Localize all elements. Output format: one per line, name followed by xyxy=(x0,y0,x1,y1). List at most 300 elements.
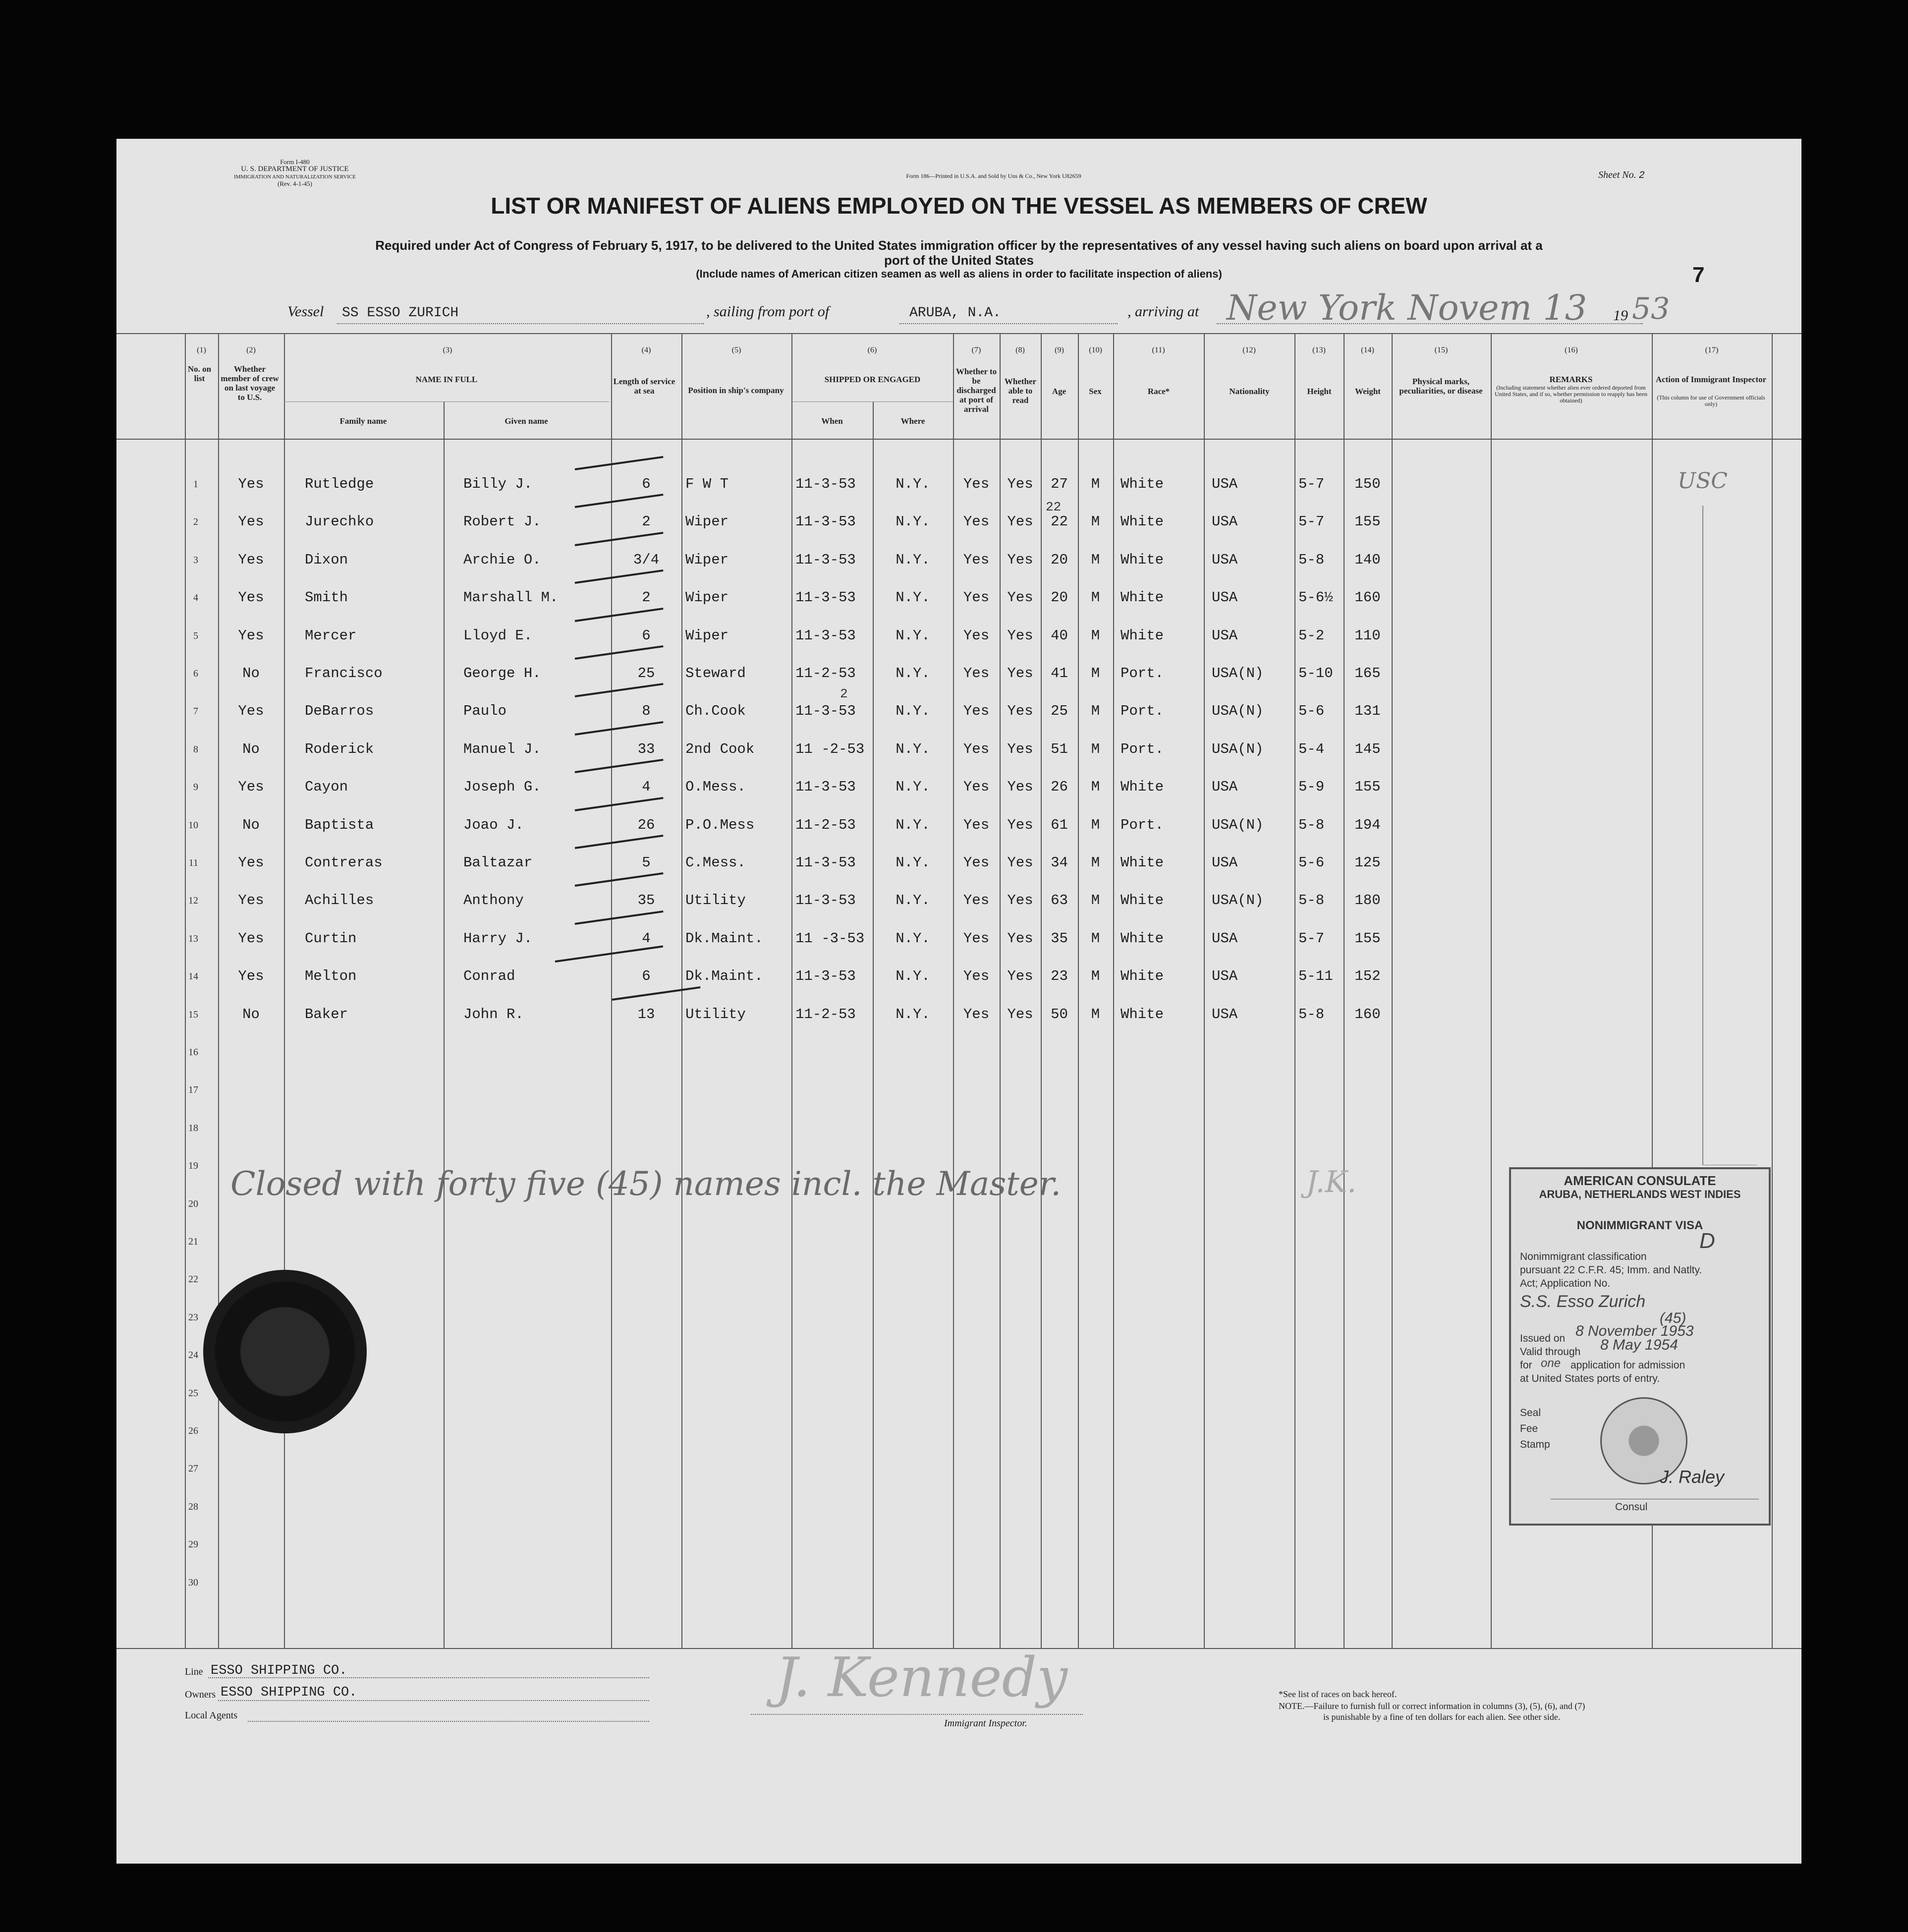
column-divider xyxy=(185,333,186,1648)
cell-dis: Yes xyxy=(963,627,990,644)
sailing-label: , sailing from port of xyxy=(706,303,830,320)
cell-ht: 5-7 xyxy=(1298,930,1325,947)
cell-giv: Joao J. xyxy=(463,816,524,833)
row-number: 9 xyxy=(193,782,198,793)
cell-m: Yes xyxy=(238,703,264,720)
ink-strike-mark xyxy=(575,569,664,584)
inspector-label: Immigrant Inspector. xyxy=(944,1718,1027,1729)
revision: (Rev. 4-1-45) xyxy=(278,180,312,187)
row-number: 12 xyxy=(188,895,198,907)
cell-where: N.Y. xyxy=(896,1006,930,1023)
cell-race: White xyxy=(1121,513,1164,530)
cell-nat: USA(N) xyxy=(1212,892,1264,909)
cell-sex: M xyxy=(1091,589,1100,606)
cell-sex: M xyxy=(1091,854,1100,871)
initials: J.K. xyxy=(1306,1165,1357,1199)
cell-ht: 5-8 xyxy=(1298,892,1325,909)
cell-wt: 155 xyxy=(1354,930,1381,947)
cell-ht: 5-10 xyxy=(1298,665,1333,682)
cell-dis: Yes xyxy=(963,779,990,796)
cell-pos: F W T xyxy=(685,476,729,492)
row-number: 17 xyxy=(188,1084,198,1096)
cell-giv: Manuel J. xyxy=(463,740,541,757)
cell-len: 33 xyxy=(637,740,655,757)
row-number: 8 xyxy=(193,743,198,755)
form-title: LIST OR MANIFEST OF ALIENS EMPLOYED ON THE VESSEL AS MEMBERS OF CREW xyxy=(491,193,1427,219)
cell-race: White xyxy=(1121,779,1164,796)
cell-m: Yes xyxy=(238,476,264,492)
cell-fam: Cayon xyxy=(305,779,348,796)
cell-m: Yes xyxy=(238,779,264,796)
stamp-for-hand: one xyxy=(1541,1357,1561,1370)
column-divider xyxy=(873,401,874,1648)
cell-len: 2 xyxy=(642,513,651,530)
cell-sex: M xyxy=(1091,513,1100,530)
usc-annotation: USC xyxy=(1678,468,1728,494)
cell-age: 61 xyxy=(1051,816,1068,833)
cell-age: 26 xyxy=(1051,779,1068,796)
header-shipped: SHIPPED OR ENGAGED xyxy=(824,375,921,384)
cell-race: White xyxy=(1121,551,1164,568)
cell-giv: George H. xyxy=(463,665,541,682)
row-number: 3 xyxy=(193,554,198,566)
cell-len: 8 xyxy=(642,703,651,720)
cell-wt: 110 xyxy=(1354,627,1381,644)
cell-nat: USA xyxy=(1212,513,1238,530)
row-number: 29 xyxy=(188,1539,198,1550)
cell-ht: 5-7 xyxy=(1298,476,1325,492)
cell-dis: Yes xyxy=(963,665,990,682)
cell-where: N.Y. xyxy=(896,513,930,530)
ink-strike-mark xyxy=(575,532,664,546)
cell-m: No xyxy=(242,740,260,757)
row-number: 30 xyxy=(188,1577,198,1588)
cell-giv: Anthony xyxy=(463,892,524,909)
cell-where: N.Y. xyxy=(896,930,930,947)
cell-read: Yes xyxy=(1007,930,1033,947)
cell-sex: M xyxy=(1091,779,1100,796)
ink-strike-mark xyxy=(575,721,664,736)
stamp-stamp-label: Stamp xyxy=(1520,1439,1550,1450)
column-number: (1) xyxy=(197,346,206,354)
cell-read: Yes xyxy=(1007,589,1033,606)
header-where: Where xyxy=(900,416,925,426)
cell-when: 11-2-53 xyxy=(795,665,856,682)
row-number: 1 xyxy=(193,479,198,490)
ink-strike-mark xyxy=(575,683,664,697)
ink-strike-mark xyxy=(575,608,664,622)
cell-where: N.Y. xyxy=(896,665,930,682)
cell-ht: 5-6 xyxy=(1298,703,1325,720)
cell-nat: USA xyxy=(1212,854,1238,871)
column-number: (10) xyxy=(1089,346,1102,354)
cell-fam: Dixon xyxy=(305,551,348,568)
column-divider xyxy=(1113,333,1114,1648)
cell-age: 20 xyxy=(1051,589,1068,606)
cell-len: 4 xyxy=(642,779,651,796)
name-subheader-line xyxy=(284,401,609,402)
line-label: Line xyxy=(185,1666,203,1677)
consulate-visa-stamp xyxy=(1509,1167,1771,1526)
row-number: 4 xyxy=(193,592,198,604)
column-divider xyxy=(444,401,445,1648)
header-sex: Sex xyxy=(1089,387,1102,396)
closed-note: Closed with forty five (45) names incl. the Master. xyxy=(230,1165,1062,1203)
cell-when: 11-3-53 xyxy=(795,551,856,568)
cell-sex: M xyxy=(1091,551,1100,568)
header-discharged: Whether to be discharged at port of arrival xyxy=(955,367,997,414)
cell-read: Yes xyxy=(1007,740,1033,757)
cell-when: 11-3-53 xyxy=(795,513,856,530)
cell-pos: Wiper xyxy=(685,589,729,606)
column-number: (11) xyxy=(1152,346,1165,354)
column-divider xyxy=(611,333,612,1648)
row-number: 21 xyxy=(188,1236,198,1247)
year-prefix: 19 xyxy=(1613,307,1628,324)
header-nationality: Nationality xyxy=(1229,387,1270,396)
cell-race: White xyxy=(1121,968,1164,985)
cell-wt: 165 xyxy=(1354,665,1381,682)
cell-nat: USA(N) xyxy=(1212,703,1264,720)
header-height: Height xyxy=(1307,387,1332,396)
cell-ht: 5-7 xyxy=(1298,513,1325,530)
cell-fam: Melton xyxy=(305,968,357,985)
cell-sex: M xyxy=(1091,1006,1100,1023)
cell-len: 6 xyxy=(642,627,651,644)
cell-sex: M xyxy=(1091,968,1100,985)
cell-when: 11-3-53 xyxy=(795,968,856,985)
header-action-sub: (This column for use of Government officials only) xyxy=(1657,394,1765,407)
column-divider xyxy=(1000,333,1001,1648)
notarial-seal xyxy=(203,1270,367,1433)
cell-giv: Robert J. xyxy=(463,513,541,530)
cell-ht: 5-4 xyxy=(1298,740,1325,757)
cell-pos: P.O.Mess xyxy=(685,816,755,833)
cell-when: 11-3-53 xyxy=(795,779,856,796)
cell-wt: 155 xyxy=(1354,779,1381,796)
column-number: (2) xyxy=(246,346,256,354)
cell-len: 5 xyxy=(642,854,651,871)
row-number: 2 xyxy=(193,516,198,528)
cell-age: 40 xyxy=(1051,627,1068,644)
cell-race: Port. xyxy=(1121,703,1164,720)
arriving-label: , arriving at xyxy=(1127,303,1199,320)
cell-pos: C.Mess. xyxy=(685,854,746,871)
cell-age: 63 xyxy=(1051,892,1068,909)
cell-fam: Contreras xyxy=(305,854,383,871)
arriving-port-handwritten: New York Novem 13 xyxy=(1227,287,1587,328)
row-number: 5 xyxy=(193,630,198,641)
cell-where: N.Y. xyxy=(896,779,930,796)
column-divider xyxy=(1041,333,1042,1648)
cell-read: Yes xyxy=(1007,513,1033,530)
cell-len: 2 xyxy=(642,589,651,606)
header-age: Age xyxy=(1052,387,1066,396)
penalty-note-2: is punishable by a fine of ten dollars for each alien. See other side. xyxy=(1323,1712,1561,1722)
stamp-valid-hand: 8 May 1954 xyxy=(1600,1337,1678,1353)
cell-when: 11-3-53 xyxy=(795,589,856,606)
stamp-classification: Nonimmigrant classification xyxy=(1520,1251,1647,1262)
column-divider xyxy=(1772,333,1773,1648)
cell-where: N.Y. xyxy=(896,476,930,492)
cell-wt: 125 xyxy=(1354,854,1381,871)
cell-where: N.Y. xyxy=(896,703,930,720)
cell-len: 25 xyxy=(637,665,655,682)
table-header-bottom xyxy=(116,439,1801,440)
cell-len: 4 xyxy=(642,930,651,947)
column-divider xyxy=(1078,333,1079,1648)
stamp-consul-signature: J. Raley xyxy=(1660,1467,1725,1487)
cell-fam: Achilles xyxy=(305,892,374,909)
cell-age: 41 xyxy=(1051,665,1068,682)
cell-len: 6 xyxy=(642,968,651,985)
cell-nat: USA(N) xyxy=(1212,816,1264,833)
stamp-issued-label: Issued on xyxy=(1520,1333,1566,1344)
penalty-note: NOTE.—Failure to furnish full or correct information in columns (3), (5), (6), and (7) xyxy=(1279,1701,1585,1711)
cell-ht: 5-6 xyxy=(1298,854,1325,871)
races-note: *See list of races on back hereof. xyxy=(1279,1689,1397,1699)
cell-m: Yes xyxy=(238,854,264,871)
cell-race: White xyxy=(1121,892,1164,909)
cell-giv: Billy J. xyxy=(463,476,533,492)
cell-pos: Steward xyxy=(685,665,746,682)
header-read: Whether able to read xyxy=(1004,377,1037,405)
cell-read: Yes xyxy=(1007,816,1033,833)
owners-underline xyxy=(218,1700,649,1702)
ink-strike-mark xyxy=(575,759,664,773)
cell-fam: Jurechko xyxy=(305,513,374,530)
cell-sex: M xyxy=(1091,892,1100,909)
cell-wt: 140 xyxy=(1354,551,1381,568)
stamp-ports: at United States ports of entry. xyxy=(1520,1373,1660,1384)
cell-nat: USA xyxy=(1212,589,1238,606)
cell-pos: Utility xyxy=(685,1006,746,1023)
cell-pos: O.Mess. xyxy=(685,779,746,796)
year-handwritten: 53 xyxy=(1632,291,1670,326)
cell-wt: 152 xyxy=(1354,968,1381,985)
cell-read: Yes xyxy=(1007,476,1033,492)
cell-when: 11 -2-53 xyxy=(795,740,865,757)
column-number: (16) xyxy=(1565,346,1578,354)
row-number: 6 xyxy=(193,668,198,679)
cell-wt: 194 xyxy=(1354,816,1381,833)
cell-pos: Dk.Maint. xyxy=(685,968,763,985)
cell-wt: 155 xyxy=(1354,513,1381,530)
form-number: Form I-480 xyxy=(280,158,310,166)
cell-m: Yes xyxy=(238,513,264,530)
cell-read: Yes xyxy=(1007,892,1033,909)
cell-dis: Yes xyxy=(963,513,990,530)
header-remarks-sub: (Including statement whether alien ever ordered deported from United States, and if so, whether permission to reapply has been obtained) xyxy=(1495,384,1647,404)
cell-age: 22 xyxy=(1051,513,1068,530)
cell-race: White xyxy=(1121,854,1164,871)
column-divider xyxy=(218,333,219,1648)
cell-nat: USA xyxy=(1212,779,1238,796)
column-number: (6) xyxy=(867,346,877,354)
owners-label: Owners xyxy=(185,1689,216,1700)
cell-when: 11 -3-53 xyxy=(795,930,865,947)
cell-where: N.Y. xyxy=(896,892,930,909)
cell-sex: M xyxy=(1091,627,1100,644)
page-mark: 7 xyxy=(1692,263,1705,287)
column-number: (7) xyxy=(971,346,981,354)
cell-when: 11-3-53 xyxy=(795,476,856,492)
inspector-signature: J. Kennedy xyxy=(776,1646,1068,1709)
cell-giv: Archie O. xyxy=(463,551,541,568)
ink-strike-mark xyxy=(575,872,664,887)
cell-len: 3/4 xyxy=(633,551,660,568)
owners-value: ESSO SHIPPING CO. xyxy=(221,1685,357,1700)
header-remarks: REMARKS xyxy=(1549,375,1593,384)
header-name-in-full: NAME IN FULL xyxy=(415,375,478,384)
cell-m: Yes xyxy=(238,551,264,568)
column-number: (13) xyxy=(1312,346,1326,354)
ink-strike-mark xyxy=(575,645,664,660)
cell-pos: Utility xyxy=(685,892,746,909)
sheet-label: Sheet No. 2 xyxy=(1598,170,1645,181)
cell-m: No xyxy=(242,665,260,682)
cell-pos: Dk.Maint. xyxy=(685,930,763,947)
row-number: 26 xyxy=(188,1425,198,1436)
cell-where: N.Y. xyxy=(896,816,930,833)
column-number: (17) xyxy=(1705,346,1719,354)
row-number: 10 xyxy=(188,819,198,831)
port-underline xyxy=(899,323,1118,325)
vessel-label: Vessel xyxy=(287,303,324,320)
inspector-line xyxy=(751,1714,1083,1715)
department: U. S. DEPARTMENT OF JUSTICE xyxy=(241,165,349,173)
cell-dis: Yes xyxy=(963,740,990,757)
cell-fam: Baker xyxy=(305,1006,348,1023)
column-number: (5) xyxy=(731,346,741,354)
cell-when: 11-2-53 xyxy=(795,816,856,833)
column-number: (3) xyxy=(443,346,452,354)
agents-label: Local Agents xyxy=(185,1710,238,1721)
cell-m: Yes xyxy=(238,589,264,606)
row-number: 22 xyxy=(188,1274,198,1285)
stamp-class-hand: D xyxy=(1699,1229,1715,1253)
cell-age: 35 xyxy=(1051,930,1068,947)
cell-fam: DeBarros xyxy=(305,703,374,720)
cell-where: N.Y. xyxy=(896,551,930,568)
cell-race: White xyxy=(1121,476,1164,492)
cell-len: 13 xyxy=(637,1006,655,1023)
header-family-name: Family name xyxy=(339,416,387,426)
cell-dis: Yes xyxy=(963,1006,990,1023)
cell-when: 11-3-53 xyxy=(795,627,856,644)
row-number: 27 xyxy=(188,1463,198,1475)
cell-where: N.Y. xyxy=(896,627,930,644)
sheet-number: 2 xyxy=(1638,170,1645,181)
cell-dis: Yes xyxy=(963,930,990,947)
column-divider xyxy=(284,333,285,1648)
header-member: Whether member of crew on last voyage to U.S. xyxy=(221,364,279,402)
ink-strike-mark xyxy=(575,494,664,508)
stamp-visa-type: NONIMMIGRANT VISA xyxy=(1576,1219,1703,1232)
cell-sex: M xyxy=(1091,740,1100,757)
sailing-port: ARUBA, N.A. xyxy=(909,305,1001,321)
agents-underline xyxy=(248,1721,649,1722)
cell-dis: Yes xyxy=(963,551,990,568)
cell-age: 25 xyxy=(1051,703,1068,720)
stamp-for-application: application for admission xyxy=(1571,1360,1685,1371)
stamp-fee-label: Fee xyxy=(1520,1423,1538,1434)
header-physical: Physical marks, peculiarities, or disease xyxy=(1399,377,1483,396)
cell-read: Yes xyxy=(1007,1006,1033,1023)
cell-giv: Joseph G. xyxy=(463,779,541,796)
cell-read: Yes xyxy=(1007,627,1033,644)
cell-m: Yes xyxy=(238,968,264,985)
row-number: 20 xyxy=(188,1198,198,1209)
cell-giv: Lloyd E. xyxy=(463,627,533,644)
cell-wt: 145 xyxy=(1354,740,1381,757)
cell-where: N.Y. xyxy=(896,968,930,985)
cell-ht: 5-8 xyxy=(1298,551,1325,568)
column-divider xyxy=(1491,333,1492,1648)
column-divider xyxy=(1294,333,1295,1648)
cell-pos: 2nd Cook xyxy=(685,740,755,757)
cell-sex: M xyxy=(1091,703,1100,720)
cell-sex: M xyxy=(1091,816,1100,833)
header-race: Race* xyxy=(1147,387,1170,396)
form-subtitle-2: port of the United States xyxy=(884,253,1034,268)
cell-ht: 5-9 xyxy=(1298,779,1325,796)
cell-nat: USA(N) xyxy=(1212,665,1264,682)
row-number: 24 xyxy=(188,1350,198,1361)
cell-pos: Wiper xyxy=(685,627,729,644)
cell-age: 51 xyxy=(1051,740,1068,757)
cell-dis: Yes xyxy=(963,703,990,720)
cell-read: Yes xyxy=(1007,703,1033,720)
cell-where: N.Y. xyxy=(896,854,930,871)
column-number: (12) xyxy=(1242,346,1256,354)
cell-nat: USA(N) xyxy=(1212,740,1264,757)
form-subtitle-3: (Include names of American citizen seamen as well as aliens in order to facilitate inspection of aliens) xyxy=(696,268,1222,280)
row-number: 7 xyxy=(193,706,198,717)
ink-strike-mark xyxy=(575,456,664,470)
cell-nat: USA xyxy=(1212,476,1238,492)
column-number: (15) xyxy=(1434,346,1448,354)
cell-sex: M xyxy=(1091,930,1100,947)
vessel-underline xyxy=(337,323,704,325)
cell-giv: Marshall M. xyxy=(463,589,559,606)
cell-m: Yes xyxy=(238,892,264,909)
column-divider xyxy=(791,333,792,1648)
row-number: 15 xyxy=(188,1009,198,1020)
form-subtitle: Required under Act of Congress of February 5, 1917, to be delivered to the United States immigration officer by the representatives of any vessel having such aliens on board upon arrival at a xyxy=(375,238,1543,253)
cell-read: Yes xyxy=(1007,779,1033,796)
cell-dis: Yes xyxy=(963,476,990,492)
cell-giv: John R. xyxy=(463,1006,524,1023)
row-number: 25 xyxy=(188,1387,198,1399)
cell-fam: Baptista xyxy=(305,816,374,833)
cell-fam: Mercer xyxy=(305,627,357,644)
cell-race: Port. xyxy=(1121,740,1164,757)
header-given-name: Given name xyxy=(505,416,548,426)
cell-wt: 160 xyxy=(1354,1006,1381,1023)
cell-pos: Wiper xyxy=(685,513,729,530)
cell-nat: USA xyxy=(1212,1006,1238,1023)
cell-giv: Baltazar xyxy=(463,854,533,871)
ink-strike-mark xyxy=(575,797,664,811)
stamp-for-label: for xyxy=(1520,1360,1532,1371)
row-number: 18 xyxy=(188,1122,198,1134)
stamp-issued-hand: 8 November 1953 xyxy=(1575,1323,1694,1339)
stamp-location: ARUBA, NETHERLANDS WEST INDIES xyxy=(1539,1188,1741,1200)
row-number: 14 xyxy=(188,971,198,982)
cell-pos: Ch.Cook xyxy=(685,703,746,720)
cell-m: No xyxy=(242,816,260,833)
